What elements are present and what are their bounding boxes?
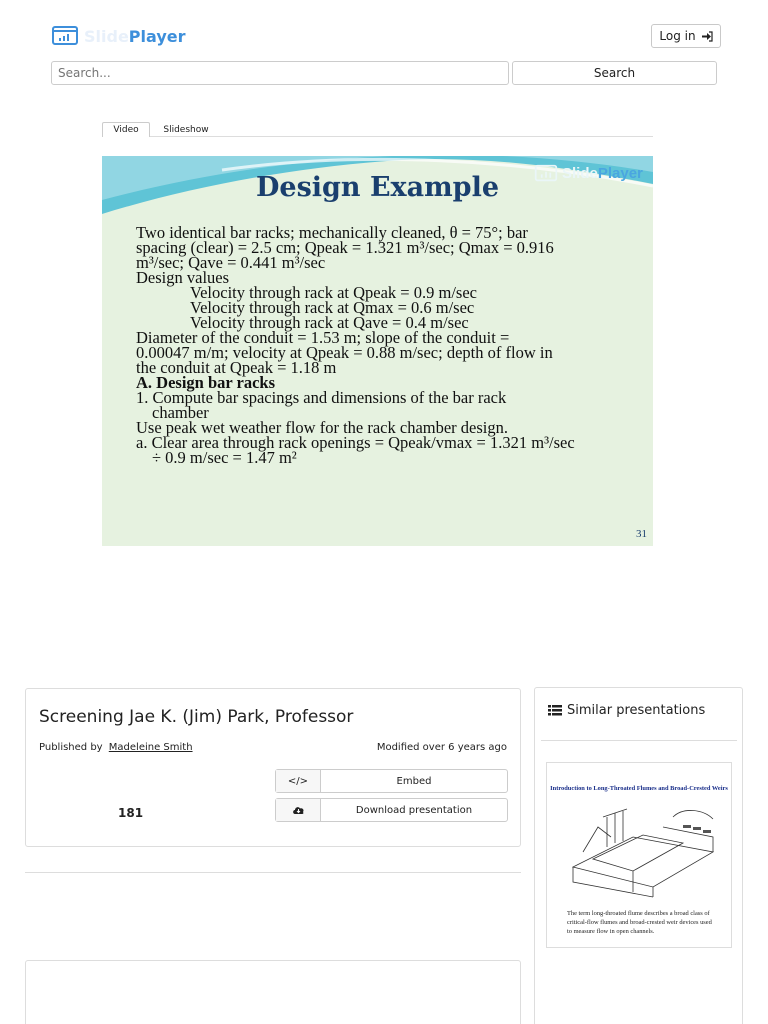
slide-line: Velocity through rack at Qave = 0.4 m/sec	[190, 313, 469, 332]
tab-slideshow[interactable]: Slideshow	[163, 124, 209, 135]
download-presentation-button[interactable]	[275, 798, 508, 822]
search-button[interactable]: Search	[512, 61, 717, 85]
slide-line: 0.00047 m/m; velocity at Qpeak = 0.88 m/sec; depth of flow in	[136, 343, 553, 362]
cloud-download-icon	[276, 799, 321, 821]
login-label: Log in	[659, 29, 696, 43]
list-icon	[548, 705, 562, 716]
slide-line: the conduit at Qpeak = 1.18 m	[136, 358, 337, 377]
author-link[interactable]: Madeleine Smith	[108, 742, 193, 753]
slide-line: Design values	[136, 268, 230, 287]
presentation-info-card	[25, 688, 521, 847]
presentation-title: Screening Jae K. (Jim) Park, Professor	[39, 707, 354, 727]
slide-line: spacing (clear) = 2.5 cm; Qpeak = 1.321 m³/sec; Qmax = 0.916	[136, 238, 554, 257]
slide-line: 1. Compute bar spacings and dimensions of the bar rack	[136, 388, 507, 407]
login-button[interactable]	[651, 24, 721, 48]
published-label: Published by	[39, 742, 103, 753]
modified-date: Modified over 6 years ago	[376, 742, 507, 753]
search-input[interactable]	[51, 61, 509, 85]
slideplayer-logo[interactable]	[51, 24, 185, 48]
slide-watermark	[534, 164, 643, 183]
slide-body	[136, 225, 641, 465]
tab-video[interactable]: Video	[102, 122, 150, 137]
similar-presentations-panel	[534, 687, 743, 1024]
flume-diagram	[563, 797, 719, 901]
embed-button[interactable]	[275, 769, 508, 793]
watermark-text-slide: Slide	[562, 165, 598, 182]
section-divider	[25, 872, 521, 873]
similar-presentations-label: Similar presentations	[567, 703, 706, 718]
slide-line: Velocity through rack at Qpeak = 0.9 m/sec	[190, 283, 477, 302]
slide-line: m³/sec; Qave = 0.441 m³/sec	[136, 253, 326, 272]
logo-text-player: Player	[128, 26, 186, 46]
slide-viewer[interactable]	[102, 156, 653, 546]
slide-line: chamber	[152, 403, 209, 422]
slide-title: Design Example	[255, 172, 499, 203]
published-by	[39, 742, 193, 753]
slide-line: Velocity through rack at Qmax = 0.6 m/sec	[190, 298, 475, 317]
presentation-icon	[534, 164, 558, 183]
thumbnail-caption: The term long-throated flume describes a broad class of critical-flow flumes and broad-crested weir devices used to measure flow in open channels.	[567, 910, 712, 935]
sidebar-divider	[541, 740, 737, 741]
sign-in-icon	[701, 31, 713, 42]
slide-line: Two identical bar racks; mechanically cleaned, θ = 75°; bar	[136, 223, 528, 242]
slide-line: ÷ 0.9 m/sec = 1.47 m²	[152, 448, 297, 467]
embed-label: Embed	[396, 775, 432, 787]
view-tabs	[102, 122, 653, 137]
slide-line: Diameter of the conduit = 1.53 m; slope of the conduit =	[136, 328, 510, 347]
similar-presentation-thumbnail[interactable]	[546, 762, 732, 948]
slide-line: Use peak wet weather flow for the rack chamber design.	[136, 418, 509, 437]
view-count: 181	[118, 806, 144, 820]
download-label: Download presentation	[355, 804, 473, 816]
watermark-text-player: Player	[597, 165, 643, 182]
presentation-icon	[51, 25, 79, 47]
secondary-card	[25, 960, 521, 1024]
slide-number: 31	[636, 528, 647, 540]
logo-text-slide: Slide	[84, 26, 129, 46]
thumbnail-title: Introduction to Long-Throated Flumes and Broad-Crested Weirs	[550, 785, 728, 792]
code-icon: </>	[276, 770, 321, 792]
similar-presentations-heading	[548, 703, 705, 718]
slide-line: A. Design bar racks	[136, 373, 276, 392]
slide-line: a. Clear area through rack openings = Qpeak/vmax = 1.321 m³/sec	[136, 433, 575, 452]
